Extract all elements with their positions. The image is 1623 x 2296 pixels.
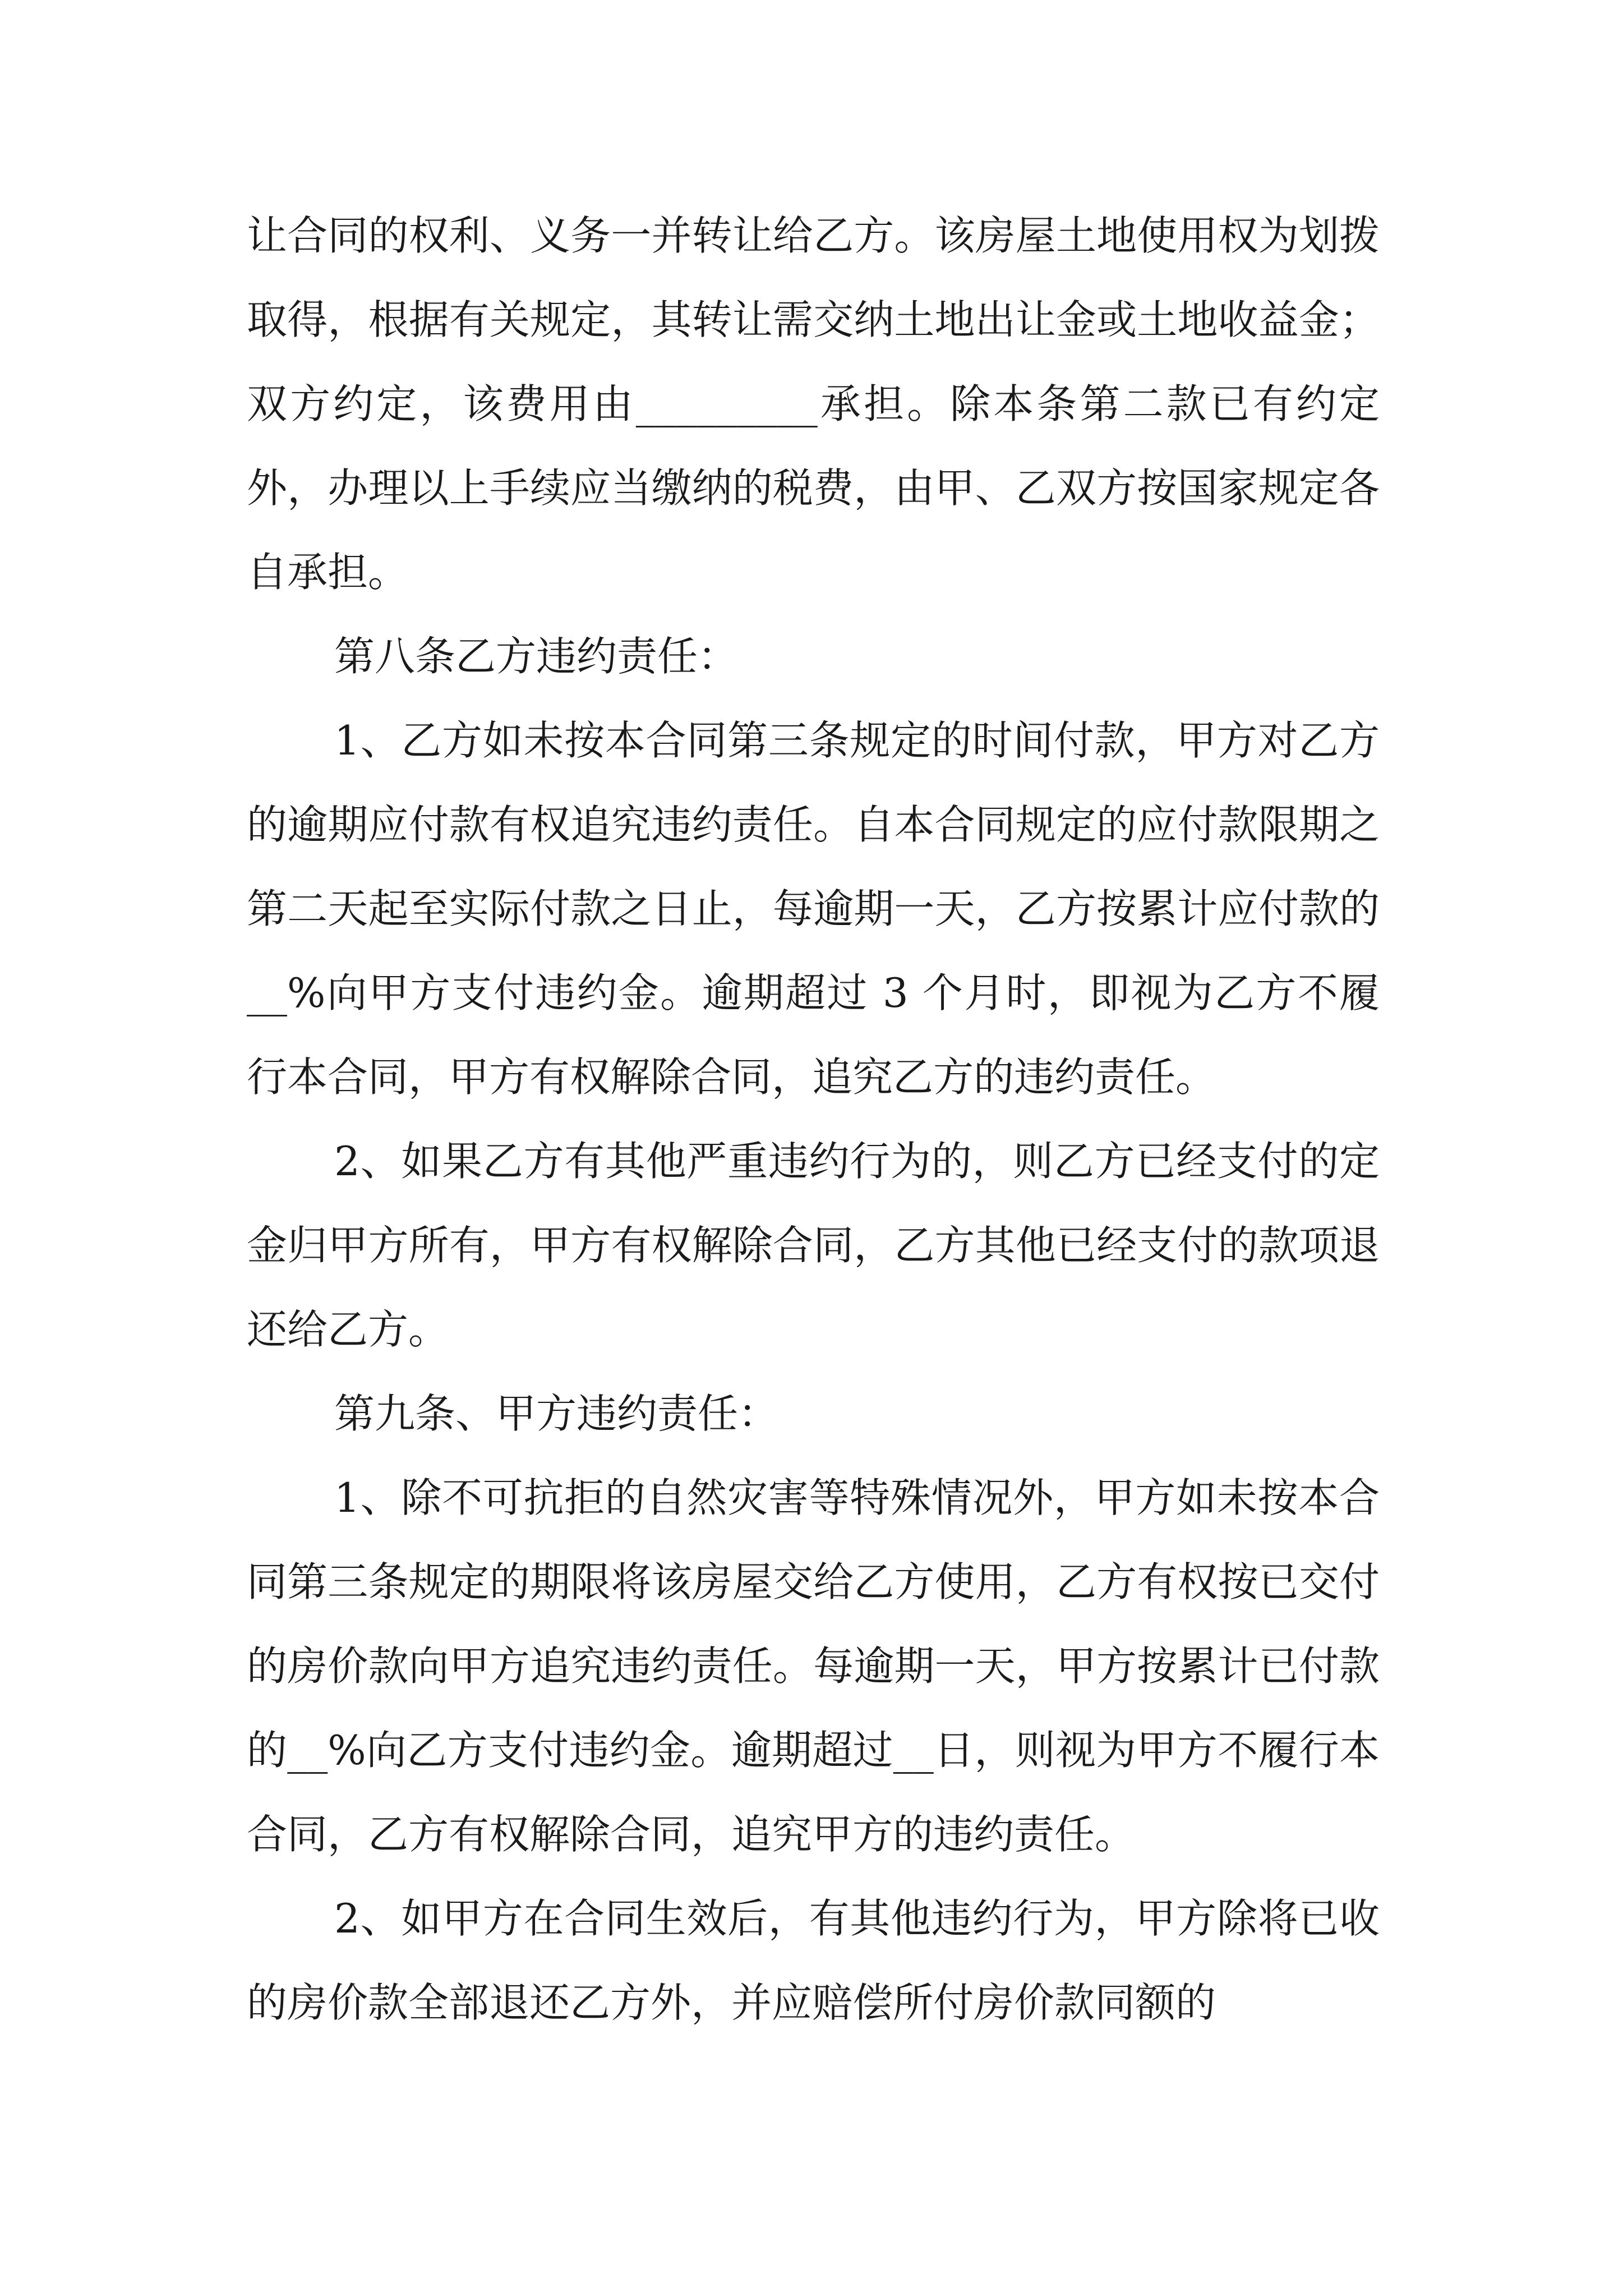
paragraph-fee-allocation: 让合同的权利、义务一并转让给乙方。该房屋土地使用权为划拨取得，根据有关规定，其转让需交纳土地出让金或土地收益金；双方约定，该费用由_________承担。除本条第二款已有约定外，办理以上手续应当缴纳的税费，由甲、乙双方按国家规定各自承担。 [247,212,1380,596]
paragraph-article-8-clause-1: 1、乙方如未按本合同第三条规定的时间付款，甲方对乙方的逾期应付款有权追究违约责任。自本合同规定的应付款限期之第二天起至实际付款之日止，每逾期一天，乙方按累计应付款的__%向甲方支付违约金。逾期超过 3 个月时，即视为乙方不履行本合同，甲方有权解除合同，追究乙方的违约责任。 [247,717,1380,1101]
paragraph-article-9-clause-1: 1、除不可抗拒的自然灾害等特殊情况外，甲方如未按本合同第三条规定的期限将该房屋交给乙方使用，乙方有权按已交付的房价款向甲方追究违约责任。每逾期一天，甲方按累计已付款的__%向乙方支付违约金。逾期超过__日，则视为甲方不履行本合同，乙方有权解除合同，追究甲方的违约责任。 [247,1474,1380,1858]
document-body [247,194,1380,2045]
heading-article-9: 第九条、甲方违约责任： [334,1390,779,1437]
paragraph-article-9-clause-2: 2、如甲方在合同生效后，有其他违约行为，甲方除将已收的房价款全部退还乙方外，并应赔偿所付房价款同额的 [247,1895,1380,2026]
heading-article-8: 第八条乙方违约责任： [334,633,739,680]
paragraph-article-8-clause-2: 2、如果乙方有其他严重违约行为的，则乙方已经支付的定金归甲方所有，甲方有权解除合同，乙方其他已经支付的款项退还给乙方。 [247,1138,1380,1353]
